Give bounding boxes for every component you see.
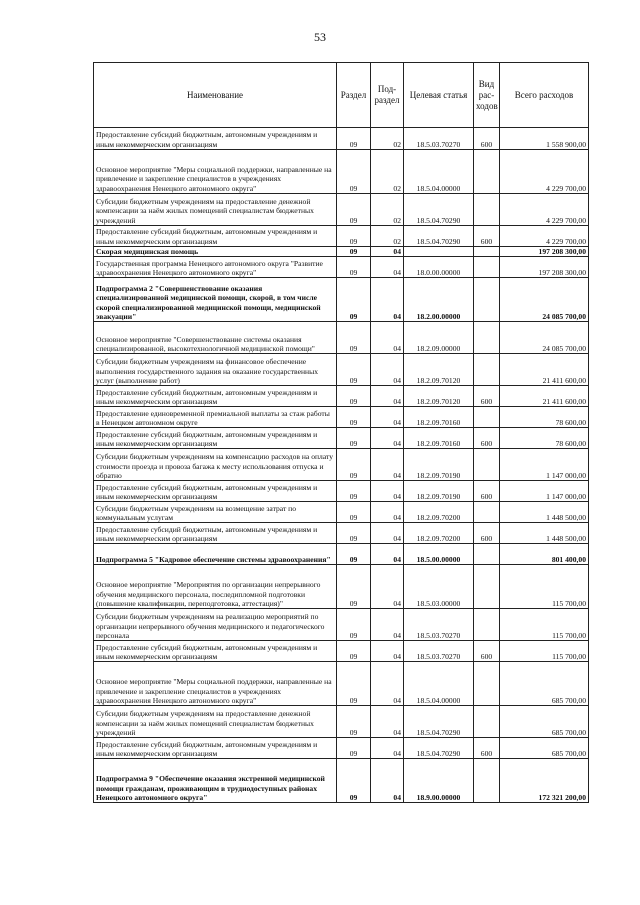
cell-vid: 600 <box>474 523 500 544</box>
cell-vid <box>474 609 500 641</box>
cell-vid <box>474 565 500 609</box>
table-row <box>94 738 589 759</box>
cell-celevaya: 18.5.04.00000 <box>404 662 474 706</box>
cell-name: Подпрограмма 5 "Кадровое обеспечение системы здравоохранения" <box>94 544 337 565</box>
cell-vsego: 4 229 700,00 <box>500 194 589 226</box>
cell-vsego: 1 558 900,00 <box>500 128 589 150</box>
cell-razdel: 09 <box>337 565 371 609</box>
cell-podrazdel: 04 <box>371 544 404 565</box>
cell-vsego: 685 700,00 <box>500 706 589 738</box>
cell-name: Государственная программа Ненецкого автономного округа "Развитие здравоохранения Ненецкого автономного округа" <box>94 257 337 278</box>
table-row <box>94 706 589 738</box>
cell-vsego: 801 400,00 <box>500 544 589 565</box>
cell-name: Предоставление субсидий бюджетным, автономным учреждениям и иным некоммерческим организациям <box>94 226 337 247</box>
cell-podrazdel: 04 <box>371 257 404 278</box>
cell-razdel: 09 <box>337 194 371 226</box>
cell-podrazdel: 04 <box>371 609 404 641</box>
cell-vsego: 197 208 300,00 <box>500 257 589 278</box>
cell-vid <box>474 257 500 278</box>
cell-name: Субсидии бюджетным учреждениям на возмещение затрат по коммунальным услугам <box>94 502 337 523</box>
cell-name: Предоставление субсидий бюджетным, автономным учреждениям и иным некоммерческим организациям <box>94 641 337 662</box>
cell-name: Предоставление субсидий бюджетным, автономным учреждениям и иным некоммерческим организациям <box>94 523 337 544</box>
cell-celevaya: 18.5.04.70290 <box>404 738 474 759</box>
cell-razdel: 09 <box>337 257 371 278</box>
cell-name: Предоставление субсидий бюджетным, автономным учреждениям и иным некоммерческим организациям <box>94 128 337 150</box>
cell-name: Скорая медицинская помощь <box>94 247 337 257</box>
cell-vsego: 78 600,00 <box>500 428 589 449</box>
cell-razdel: 09 <box>337 247 371 257</box>
cell-podrazdel: 04 <box>371 322 404 354</box>
cell-celevaya: 18.2.00.00000 <box>404 278 474 322</box>
table-row <box>94 354 589 386</box>
cell-name: Субсидии бюджетным учреждениям на финансовое обеспечение выполнения государственного задания на оказание государственных услуг (выполнение работ) <box>94 354 337 386</box>
cell-podrazdel: 04 <box>371 502 404 523</box>
cell-razdel: 09 <box>337 354 371 386</box>
cell-razdel: 09 <box>337 278 371 322</box>
table-body <box>94 128 589 803</box>
cell-celevaya: 18.5.03.00000 <box>404 565 474 609</box>
cell-name: Предоставление единовременной премиальной выплаты за стаж работы в Ненецком автономном округе <box>94 407 337 428</box>
cell-podrazdel: 04 <box>371 641 404 662</box>
cell-razdel: 09 <box>337 544 371 565</box>
cell-podrazdel: 04 <box>371 407 404 428</box>
cell-celevaya: 18.2.09.70160 <box>404 428 474 449</box>
cell-podrazdel: 04 <box>371 354 404 386</box>
header-podrazdel: Под-раздел <box>371 63 404 128</box>
cell-podrazdel: 04 <box>371 247 404 257</box>
cell-vsego: 21 411 600,00 <box>500 386 589 407</box>
cell-podrazdel: 04 <box>371 759 404 803</box>
header-razdel: Раздел <box>337 63 371 128</box>
cell-razdel: 09 <box>337 150 371 194</box>
cell-name: Основное мероприятие "Меры социальной поддержки, направленные на привлечение и закрепление специалистов в учреждениях здравоохранения Ненецкого автономного округа" <box>94 662 337 706</box>
cell-vid <box>474 407 500 428</box>
cell-razdel: 09 <box>337 609 371 641</box>
expenditure-table <box>93 62 589 803</box>
cell-razdel: 09 <box>337 128 371 150</box>
cell-vsego: 115 700,00 <box>500 609 589 641</box>
cell-celevaya <box>404 247 474 257</box>
cell-vsego: 1 147 000,00 <box>500 449 589 481</box>
cell-name: Субсидии бюджетным учреждениям на предоставление денежной компенсации за наём жилых помещений специалистам бюджетных учреждений <box>94 706 337 738</box>
cell-vsego: 1 448 500,00 <box>500 502 589 523</box>
table-row <box>94 565 589 609</box>
cell-razdel: 09 <box>337 706 371 738</box>
cell-vsego: 1 147 000,00 <box>500 481 589 502</box>
cell-podrazdel: 04 <box>371 386 404 407</box>
cell-name: Основное мероприятие "Мероприятия по организации непрерывного обучения медицинского персонала, последипломной подготовки (повышение квалификации, переподготовка, аттестация)" <box>94 565 337 609</box>
cell-podrazdel: 04 <box>371 481 404 502</box>
cell-razdel: 09 <box>337 523 371 544</box>
table-row <box>94 128 589 150</box>
table-row <box>94 502 589 523</box>
cell-vsego: 197 208 300,00 <box>500 247 589 257</box>
cell-celevaya: 18.2.09.00000 <box>404 322 474 354</box>
cell-razdel: 09 <box>337 449 371 481</box>
cell-celevaya: 18.5.04.70290 <box>404 706 474 738</box>
cell-name: Субсидии бюджетным учреждениям на реализацию мероприятий по организации непрерывного обучения медицинского и педагогического персонала <box>94 609 337 641</box>
table-row <box>94 449 589 481</box>
cell-podrazdel: 04 <box>371 449 404 481</box>
cell-razdel: 09 <box>337 407 371 428</box>
header-vsego: Всего расходов <box>500 63 589 128</box>
cell-vid <box>474 759 500 803</box>
cell-vid: 600 <box>474 128 500 150</box>
table-row <box>94 278 589 322</box>
cell-name: Предоставление субсидий бюджетным, автономным учреждениям и иным некоммерческим организациям <box>94 386 337 407</box>
cell-razdel: 09 <box>337 738 371 759</box>
cell-celevaya: 18.0.00.00000 <box>404 257 474 278</box>
cell-vid <box>474 354 500 386</box>
cell-razdel: 09 <box>337 226 371 247</box>
table-row <box>94 641 589 662</box>
cell-podrazdel: 04 <box>371 278 404 322</box>
cell-vid <box>474 662 500 706</box>
cell-vsego: 4 229 700,00 <box>500 150 589 194</box>
cell-name: Предоставление субсидий бюджетным, автономным учреждениям и иным некоммерческим организациям <box>94 738 337 759</box>
cell-vsego: 115 700,00 <box>500 565 589 609</box>
cell-vid: 600 <box>474 481 500 502</box>
cell-vsego: 685 700,00 <box>500 738 589 759</box>
cell-vid <box>474 278 500 322</box>
cell-celevaya: 18.2.09.70120 <box>404 386 474 407</box>
cell-razdel: 09 <box>337 428 371 449</box>
cell-vid <box>474 150 500 194</box>
cell-vid <box>474 449 500 481</box>
table-row <box>94 428 589 449</box>
table-row <box>94 407 589 428</box>
cell-name: Подпрограмма 2 "Совершенствование оказания специализированной медицинской помощи, скорой, в том числе скорой специализированной медицинской помощи, медицинской эвакуации" <box>94 278 337 322</box>
cell-vid: 600 <box>474 738 500 759</box>
cell-vsego: 21 411 600,00 <box>500 354 589 386</box>
cell-vid <box>474 194 500 226</box>
table-row <box>94 386 589 407</box>
cell-celevaya: 18.9.00.00000 <box>404 759 474 803</box>
table-row <box>94 322 589 354</box>
cell-razdel: 09 <box>337 502 371 523</box>
cell-vsego: 78 600,00 <box>500 407 589 428</box>
cell-razdel: 09 <box>337 481 371 502</box>
cell-celevaya: 18.5.04.70290 <box>404 194 474 226</box>
cell-vsego: 172 321 200,00 <box>500 759 589 803</box>
cell-razdel: 09 <box>337 759 371 803</box>
cell-name: Субсидии бюджетным учреждениям на предоставление денежной компенсации за наём жилых помещений специалистам бюджетных учреждений <box>94 194 337 226</box>
cell-vid <box>474 502 500 523</box>
cell-vsego: 4 229 700,00 <box>500 226 589 247</box>
cell-name: Подпрограмма 9 "Обеспечение оказания экстренной медицинской помощи гражданам, проживающим в труднодоступных районах Ненецкого автономного округа" <box>94 759 337 803</box>
cell-celevaya: 18.2.09.70200 <box>404 523 474 544</box>
cell-razdel: 09 <box>337 641 371 662</box>
table-header-row <box>94 63 589 128</box>
cell-vid <box>474 706 500 738</box>
cell-vsego: 24 085 700,00 <box>500 278 589 322</box>
cell-vid <box>474 544 500 565</box>
page-number: 53 <box>314 30 326 44</box>
table-row <box>94 247 589 257</box>
cell-name: Предоставление субсидий бюджетным, автономным учреждениям и иным некоммерческим организациям <box>94 428 337 449</box>
cell-podrazdel: 04 <box>371 662 404 706</box>
cell-podrazdel: 04 <box>371 523 404 544</box>
cell-vid <box>474 322 500 354</box>
cell-podrazdel: 02 <box>371 194 404 226</box>
cell-vid: 600 <box>474 386 500 407</box>
cell-podrazdel: 02 <box>371 128 404 150</box>
cell-celevaya: 18.5.03.70270 <box>404 609 474 641</box>
cell-celevaya: 18.2.09.70190 <box>404 481 474 502</box>
cell-razdel: 09 <box>337 322 371 354</box>
cell-vid: 600 <box>474 641 500 662</box>
cell-vsego: 1 448 500,00 <box>500 523 589 544</box>
cell-vid: 600 <box>474 428 500 449</box>
table-row <box>94 759 589 803</box>
cell-razdel: 09 <box>337 386 371 407</box>
cell-celevaya: 18.2.09.70120 <box>404 354 474 386</box>
header-vid: Вид рас-ходов <box>474 63 500 128</box>
cell-podrazdel: 02 <box>371 150 404 194</box>
cell-celevaya: 18.2.09.70200 <box>404 502 474 523</box>
table-row <box>94 257 589 278</box>
cell-celevaya: 18.5.03.70270 <box>404 641 474 662</box>
table-row <box>94 523 589 544</box>
cell-podrazdel: 04 <box>371 738 404 759</box>
cell-podrazdel: 04 <box>371 428 404 449</box>
cell-celevaya: 18.2.09.70160 <box>404 407 474 428</box>
table-row <box>94 194 589 226</box>
table-row <box>94 609 589 641</box>
cell-razdel: 09 <box>337 662 371 706</box>
cell-celevaya: 18.5.03.70270 <box>404 128 474 150</box>
table-row <box>94 544 589 565</box>
cell-vsego: 115 700,00 <box>500 641 589 662</box>
cell-vid: 600 <box>474 226 500 247</box>
cell-name: Основное мероприятие "Меры социальной поддержки, направленные на привлечение и закрепление специалистов в учреждениях здравоохранения Ненецкого автономного округа" <box>94 150 337 194</box>
cell-celevaya: 18.5.04.70290 <box>404 226 474 247</box>
cell-celevaya: 18.2.09.70190 <box>404 449 474 481</box>
cell-podrazdel: 04 <box>371 706 404 738</box>
header-celevaya: Целевая статья <box>404 63 474 128</box>
cell-podrazdel: 02 <box>371 226 404 247</box>
table-row <box>94 226 589 247</box>
cell-vsego: 24 085 700,00 <box>500 322 589 354</box>
cell-name: Основное мероприятие "Совершенствование системы оказания специализированной, высокотехнологичной медицинской помощи" <box>94 322 337 354</box>
table-row <box>94 150 589 194</box>
cell-celevaya: 18.5.04.00000 <box>404 150 474 194</box>
table-row <box>94 662 589 706</box>
table-row <box>94 481 589 502</box>
cell-name: Субсидии бюджетным учреждениям на компенсацию расходов на оплату стоимости проезда и провоза багажа к месту использования отпуска и обратно <box>94 449 337 481</box>
cell-podrazdel: 04 <box>371 565 404 609</box>
cell-name: Предоставление субсидий бюджетным, автономным учреждениям и иным некоммерческим организациям <box>94 481 337 502</box>
cell-celevaya: 18.5.00.00000 <box>404 544 474 565</box>
cell-vid <box>474 247 500 257</box>
header-name: Наименование <box>94 63 337 128</box>
cell-vsego: 685 700,00 <box>500 662 589 706</box>
